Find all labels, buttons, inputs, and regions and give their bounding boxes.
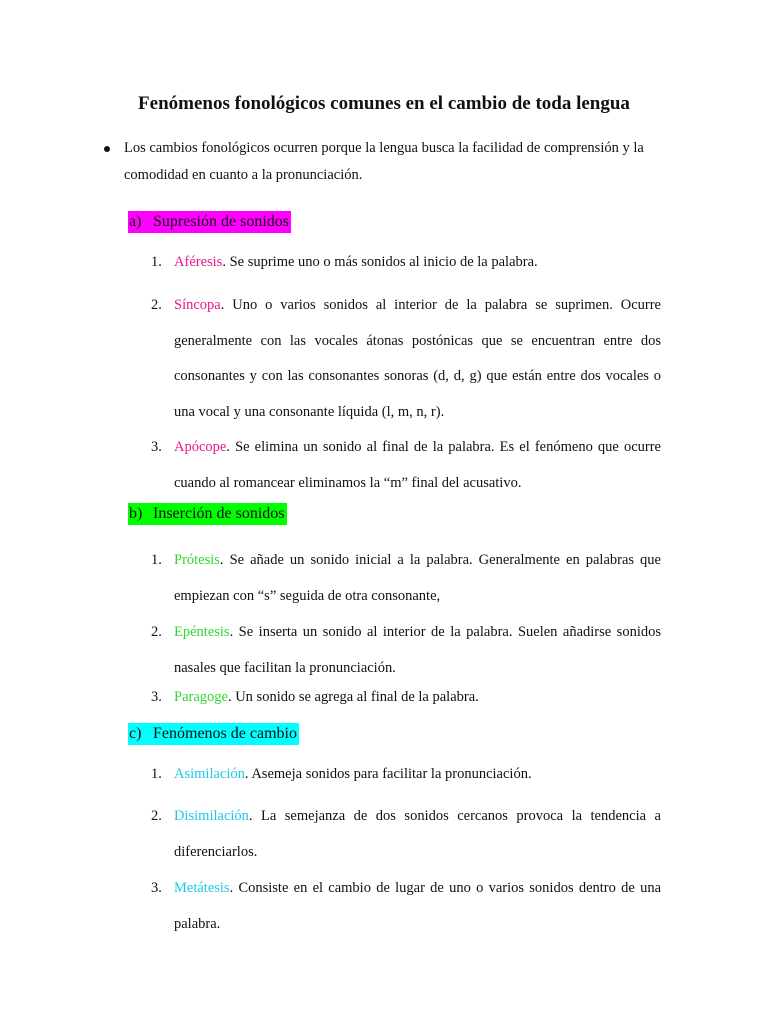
item-text: . Se suprime uno o más sonidos al inicio de la palabra. bbox=[222, 254, 538, 270]
term-c: Metátesis bbox=[174, 880, 230, 896]
term-a: Apócope bbox=[174, 439, 227, 455]
section-heading-b bbox=[128, 503, 287, 525]
list-item bbox=[151, 252, 661, 272]
item-text: . Se elimina un sonido al final de la palabra. Es el fenómeno que ocurre cuando al romancear eliminamos la “m” final del acusativo. bbox=[174, 439, 661, 491]
item-text: . Se añade un sonido inicial a la palabra. Generalmente en palabras que empiezan con “s” seguida de otra consonante, bbox=[174, 552, 661, 604]
item-text: . Se inserta un sonido al interior de la palabra. Suelen añadirse sonidos nasales que facilitan la pronunciación. bbox=[174, 624, 661, 676]
item-number: 2. bbox=[151, 624, 162, 640]
item-text: . Uno o varios sonidos al interior de la palabra se suprimen. Ocurre generalmente con las vocales átonas postónicas que se encuentran entre dos consonantes y con las consonantes sonoras (d, d, g) que están entre dos vocales o una vocal y una consonante líquida (l, m, n, r). bbox=[174, 297, 661, 420]
item-number: 3. bbox=[151, 880, 162, 896]
section-letter: b) bbox=[129, 505, 143, 522]
list-item bbox=[151, 430, 661, 501]
item-number: 3. bbox=[151, 439, 162, 455]
item-text: . Un sonido se agrega al final de la palabra. bbox=[227, 689, 479, 705]
list-item bbox=[151, 871, 661, 942]
section-letter: c) bbox=[129, 725, 142, 742]
section-title: Supresión de sonidos bbox=[153, 213, 289, 230]
section-title: Fenómenos de cambio bbox=[153, 725, 297, 742]
item-text: . La semejanza de dos sonidos cercanos provoca la tendencia a diferenciarlos. bbox=[174, 808, 661, 860]
section-heading-a bbox=[128, 211, 291, 233]
item-text: . Asemeja sonidos para facilitar la pronunciación. bbox=[244, 766, 532, 782]
list-item bbox=[151, 288, 661, 430]
section-heading-c bbox=[128, 723, 299, 745]
list-item bbox=[151, 799, 661, 870]
list-item bbox=[151, 543, 661, 614]
list-item bbox=[151, 615, 661, 686]
term-b: Epéntesis bbox=[174, 624, 230, 640]
term-b: Paragoge bbox=[174, 689, 228, 705]
item-number: 1. bbox=[151, 552, 162, 568]
item-number: 1. bbox=[151, 254, 162, 270]
term-a: Síncopa bbox=[174, 297, 221, 313]
item-text: . Consiste en el cambio de lugar de uno o varios sonidos dentro de una palabra. bbox=[174, 880, 661, 932]
term-b: Prótesis bbox=[174, 552, 220, 568]
item-number: 3. bbox=[151, 689, 162, 705]
item-number: 1. bbox=[151, 766, 162, 782]
term-a: Aféresis bbox=[174, 254, 223, 270]
item-number: 2. bbox=[151, 297, 162, 313]
list-item bbox=[151, 764, 661, 784]
term-c: Disimilación bbox=[174, 808, 249, 824]
section-letter: a) bbox=[129, 213, 142, 230]
section-title: Inserción de sonidos bbox=[153, 505, 285, 522]
intro-paragraph bbox=[124, 135, 664, 189]
intro-text: Los cambios fonológicos ocurren porque la lengua busca la facilidad de comprensión y la comodidad en cuanto a la pronunciación. bbox=[124, 140, 644, 183]
list-item bbox=[151, 687, 661, 707]
term-c: Asimilación bbox=[174, 766, 245, 782]
item-number: 2. bbox=[151, 808, 162, 824]
bullet-icon bbox=[104, 146, 110, 152]
page-title: Fenómenos fonológicos comunes en el cambio de toda lengua bbox=[138, 93, 630, 114]
